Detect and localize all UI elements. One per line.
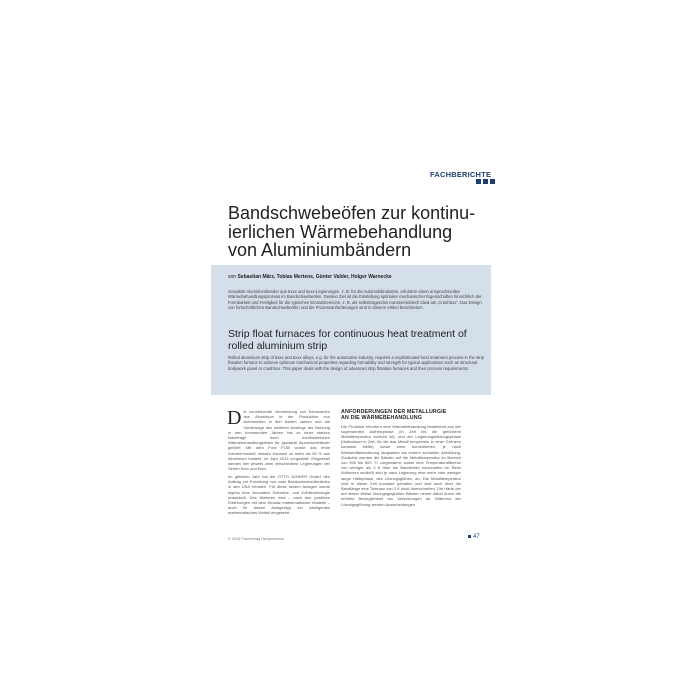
drop-cap: D	[227, 407, 242, 429]
english-title: Strip float furnaces for continuous heat treatment of rolled aluminium strip	[228, 328, 467, 352]
section-heading-line-2: AN DIE WÄRMEBEHANDLUNG	[341, 415, 422, 422]
body-column-2	[341, 409, 461, 509]
section-marker-squares	[476, 171, 497, 189]
page-number	[468, 534, 480, 540]
title-line-1: Bandschwebeöfen zur kontinu-	[228, 203, 476, 223]
title-line-2: ierlichen Wärmebehandlung	[228, 221, 453, 242]
column1-paragraph-1: ie zunehmende Verwendung von Karosserien aus Aluminium in der Produktion von Automobilen in den letzten Jahren und die Vorhersage des weiteren Anstiegs der Nutzung in den kommenden Jahren hat zu einer starken Nachfrage nach kontinuierlichen Wärmebehandlungslinien für gewalzte Aluminiumbänder geführt. Mit dem Ford F150 wurde das erste Volumenmodell, dessen Karosse zu mehr als 90 % aus Aluminium besteht, im Jahr 2014 vorgestellt. Eingesetzt werden hier jeweils zwei verschiedene Legierungen der Serien 5xxx und 6xxx.	[228, 409, 330, 472]
english-abstract: Rolled aluminium strip of 5xxx and 6xxx alloys, e.g. for the automotive industry, requires a sophisticated heat treatment process in the strip flotation furnace to achieve optimum mechanical properties regarding formability and strength for typical applications such as structural bodywork panel or crashbox. This paper deals with the design of advanced strip flotation furnaces and their process requirements.	[228, 355, 484, 371]
body-column-1	[228, 409, 330, 518]
section-label: FACHBERICHTE	[430, 170, 492, 179]
title-line-3: von Aluminiumbändern	[228, 240, 412, 260]
section-heading-line-1: ANFORDERUNGEN DER METALLURGIE	[341, 409, 447, 415]
column2-paragraph-1: Die Produkte erfordern eine Wärmebehandlung bestehend aus der sogenannten Aufheizphase (in Zeit bis die geforderte Metalltemperatur erreicht ist), und der Legierungsbildungsphase (Haltedauer in Zeit, für die das Metall temperatur in einer Grenzen konstant bleibt) sowie einer kontrollierten, je nach Werkstoffanforderung langsamer bis extrem schnellen Abkühlung. Zunächst werden die Bänder auf die Metalltemperatur im Bereich von 500 bis 600 °C vorgewärmt, wobei eine Temperaturdifferenz von weniger als 3 K über die Bandbreite einzuhalten ist. Beim Aufheizen schließt sich je nach Legierung eine mehr oder weniger lange Haltephase, des Lösungsglühen, an. Die Metalltemperatur wird in dieser Zeit konstant gehalten und darf auch über die Bandlänge eine Toleranz von 3 K nicht überschreiten. Die Härte der auf dieser Weise lösungsgeglühten Bänder nimmt dabei durch die erhöhte Beweglichkeit von Versetzungen ab. Während der Lösungsglühung werden Ausscheidungen	[341, 423, 461, 507]
author-prefix: von	[228, 274, 238, 280]
section-heading	[341, 409, 461, 422]
author-names: Sebastian März, Tobias Mertens, Günter Valder, Holger Warnecke	[237, 274, 392, 280]
german-abstract: Gewalzte Aluminiumbänder aus 5xxx und 6xxx-Legierungen, z. B. für die Automobilindustrie, erfordern einen anspruchsvollen Wärmebehandlungsprozess im Bandschwebeofen. Dessen Ziel ist die Einstellung optimaler mechanischer Eigenschaften hinsichtlich der Formbarkeit und Festigkeit für die typischen Einsatzbereiche, z. B. als selbsttragendes Karosserieblech ideal als „Crashbox“. Das Design von fortschrittlichen Bandschwebeöfen und die Prozessanforderungen sind in diesem Artikel beschrieben.	[228, 289, 482, 311]
copyright-footer: © 2015 Fachverlag Heizprozesse	[228, 537, 285, 541]
column1-paragraph-2: Im gleichen Jahr hat die OTTO JUNKER GmbH den Auftrag zur Errichtung von zwei Bandschwebeöfenlinien in den USA erhalten. Für diese beiden Anlagen wurde eigens eine innovative Schwebe- und Kühltechnologie entwickelt. Des Weiteren wird – nach den positiven Erfahrungen mit dem Einsatz mathematischer Modelle – auch für diesen Anlagentyp ein intelligentes mathematisches Modell eingesetzt.	[228, 473, 330, 516]
page-number-value: 47	[473, 534, 480, 540]
page-marker-square	[468, 535, 471, 538]
article-title	[228, 204, 528, 260]
author-line	[228, 274, 483, 280]
